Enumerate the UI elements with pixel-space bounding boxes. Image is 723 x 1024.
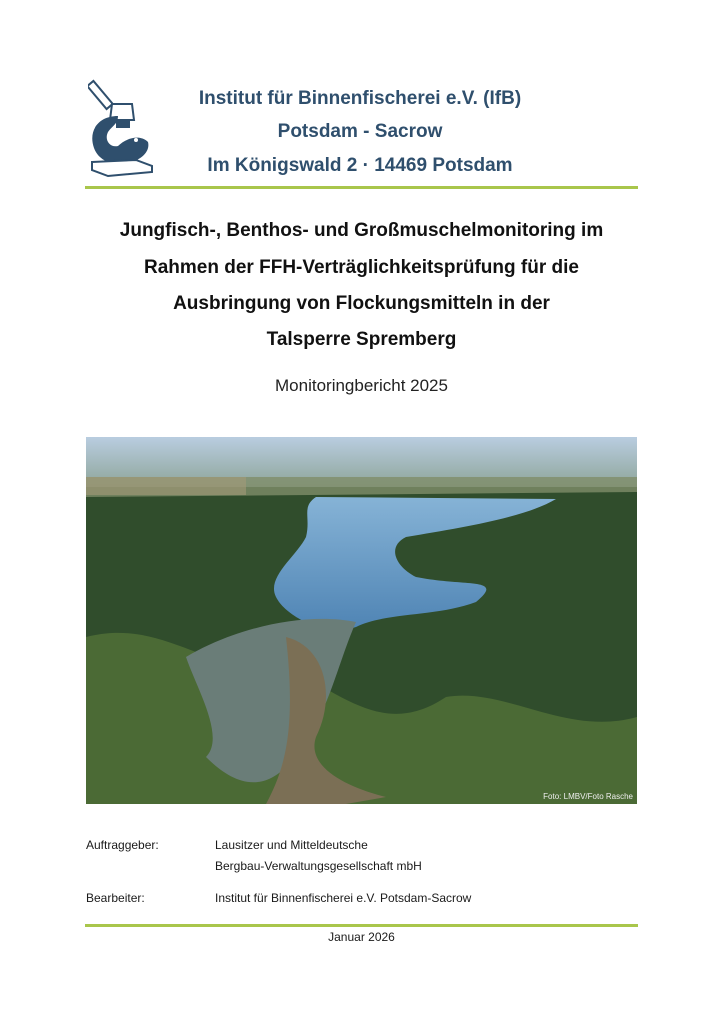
header-divider: [85, 186, 638, 189]
photo-credit: Foto: LMBV/Foto Rasche: [543, 792, 633, 801]
institute-address: Im Königswald 2 · 14469 Potsdam: [207, 155, 513, 176]
institute-name: Institut für Binnenfischerei e.V. (IfB): [198, 88, 522, 109]
title-line-2: Rahmen der FFH-Verträglichkeitsprüfung für die: [144, 257, 579, 278]
editor-value: Institut für Binnenfischerei e.V. Potsdam-Sacrow: [215, 891, 472, 905]
report-date: Januar 2026: [328, 930, 395, 944]
title-line-3: Ausbringung von Flockungsmitteln in der: [173, 293, 550, 314]
footer-divider: [85, 924, 638, 927]
aerial-photo-reservoir: [86, 437, 637, 804]
client-name-line-2: Bergbau-Verwaltungsgesellschaft mbH: [215, 859, 422, 873]
institute-location: Potsdam - Sacrow: [277, 121, 443, 142]
client-label: Auftraggeber:: [86, 838, 159, 852]
title-line-4: Talsperre Spremberg: [266, 329, 457, 350]
aerial-photo-image: [86, 437, 637, 804]
subtitle: Monitoringbericht 2025: [275, 376, 448, 395]
client-name-line-1: Lausitzer und Mitteldeutsche: [215, 838, 368, 852]
editor-label: Bearbeiter:: [86, 891, 145, 905]
title-line-1: Jungfisch-, Benthos- und Großmuschelmonitoring im: [119, 220, 604, 241]
